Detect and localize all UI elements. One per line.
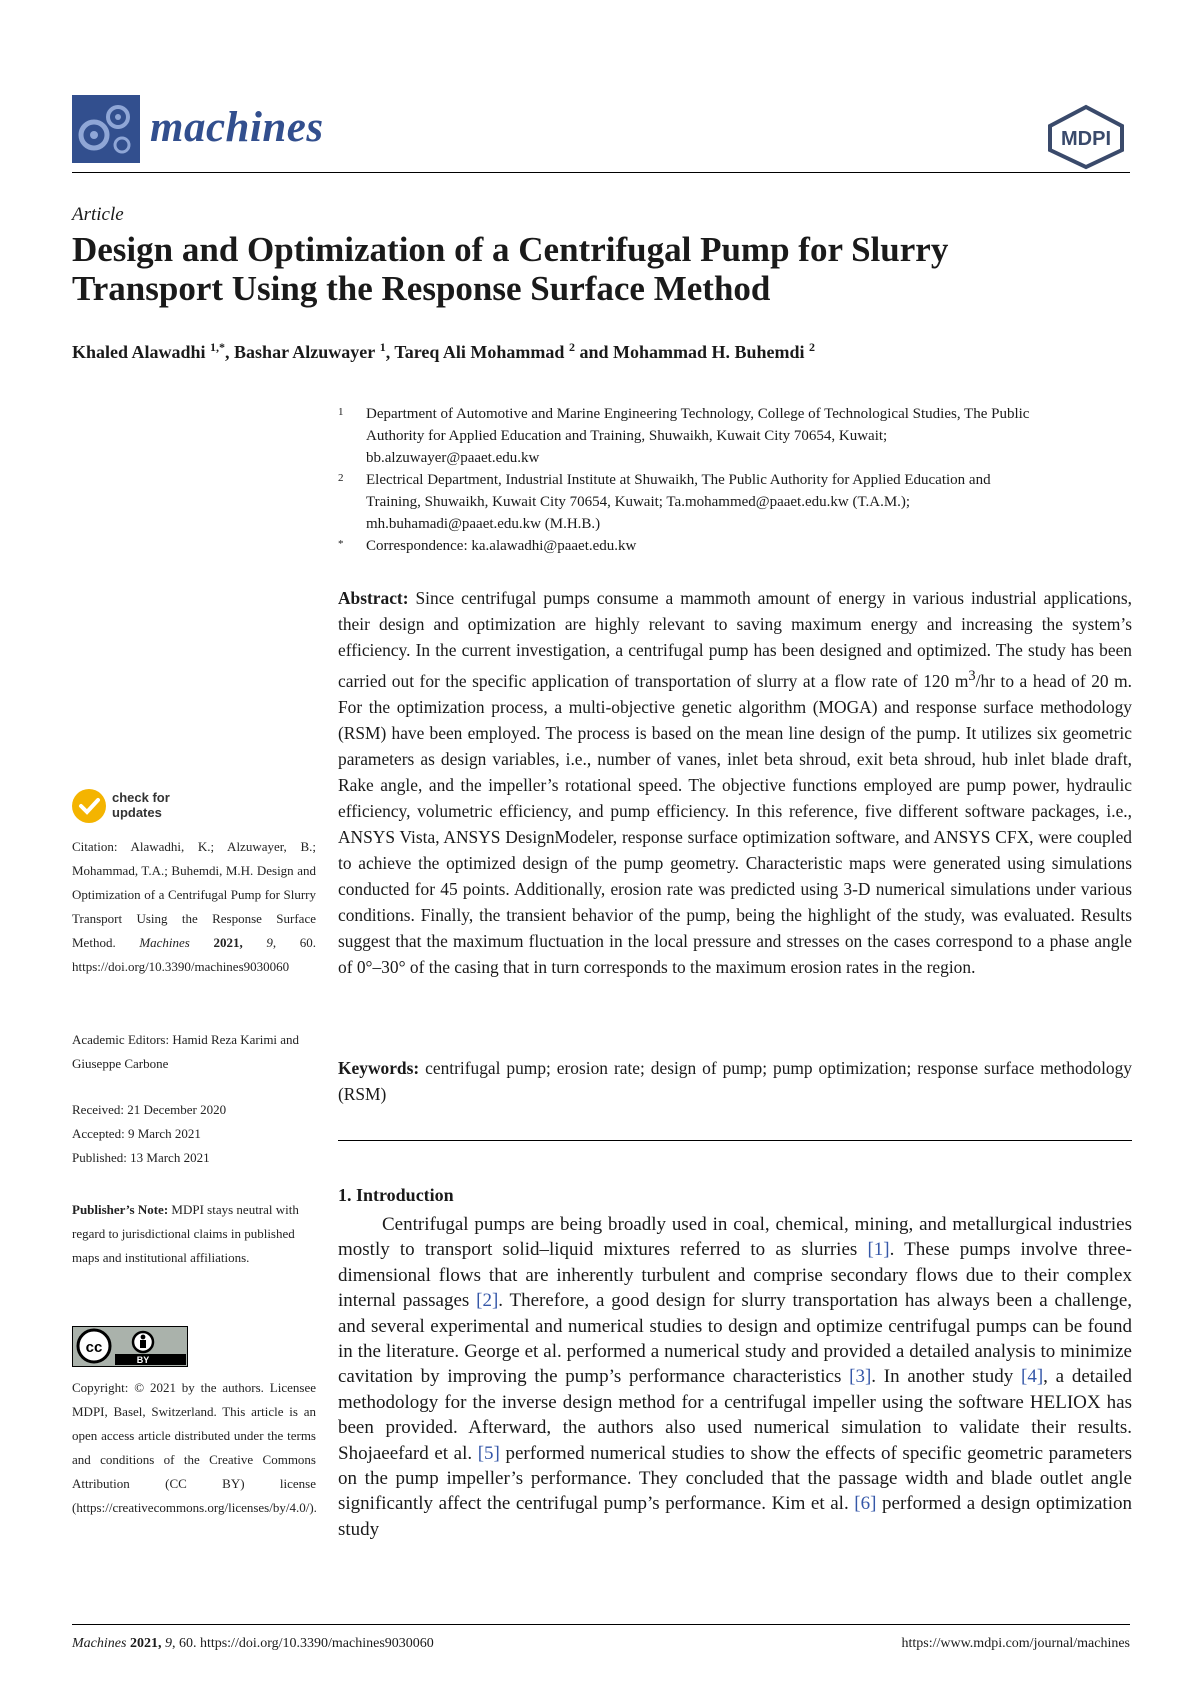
author-affil: 2 bbox=[809, 340, 815, 354]
reference-link[interactable]: [1] bbox=[867, 1239, 890, 1261]
cc-by-label: BY bbox=[136, 1355, 150, 1365]
author-list: Khaled Alawadhi $^{1,*}$, Bashar Alzuwayer $^1$, Tareq Ali Mohammad $^2$ and Mohammad H. Buhemdi $^2$ bbox=[72, 340, 815, 362]
author-affil: 1,* bbox=[210, 340, 226, 354]
journal-name: machines bbox=[150, 104, 324, 151]
copyright-text: Copyright: © 2021 by the authors. Licensee MDPI, Basel, Switzerland. This article is an open access article distributed under the terms and conditions of the Creative Commons Attribution (CC BY) license (https://creativecommons.org/licenses/by/4.0/). bbox=[72, 1380, 317, 1515]
intro-paragraph bbox=[338, 1212, 1132, 1542]
footer-citation bbox=[72, 1636, 434, 1652]
affiliation-line: Electrical Department, Industrial Institute at Shuwaikh, The Public Authority for Applied Education and bbox=[366, 472, 991, 488]
abstract-text: Since centrifugal pumps consume a mammoth amount of energy in various industrial applications, their design and optimization are highly relevant to saving maximum energy and increasing the system’s efficiency. In the current investigation, a centrifugal pump has been designed and optimized. The study has been carried out for the specific application of transportation of slurry at a flow rate of 120 m bbox=[338, 588, 1132, 691]
footer-journal: Machines bbox=[72, 1636, 127, 1651]
author-name: Bashar Alzuwayer bbox=[234, 342, 376, 362]
footer-volume: 9 bbox=[164, 1636, 172, 1651]
citation-year: 2021, bbox=[189, 935, 267, 950]
correspondence bbox=[338, 535, 1138, 557]
abstract-label: Abstract: bbox=[338, 588, 409, 608]
author-affil: 2 bbox=[568, 340, 575, 354]
check-updates-icon bbox=[72, 789, 106, 823]
section-rule bbox=[338, 1140, 1132, 1141]
section-heading: 1. Introduction bbox=[338, 1185, 454, 1205]
affiliations bbox=[338, 403, 1138, 557]
reference-link[interactable]: [4] bbox=[1021, 1366, 1044, 1388]
intro-text: . These pumps involve three-dimensional flows that are inherently turbulent and comprise secondary flows due to their complex internal passages bbox=[338, 1239, 1132, 1312]
affiliation-mark: * bbox=[338, 538, 344, 550]
affiliation-2 bbox=[338, 469, 1138, 535]
publisher-note bbox=[72, 1198, 316, 1270]
intro-text: performed a design optimization study bbox=[338, 1493, 1132, 1540]
intro-text: . Therefore, a good design for slurry transportation has always been a challenge, and several experimental and numerical studies to design and optimize centrifugal pumps can be found in the literature. George et al. performed a numerical study and provided a detailed analysis to minimize cavitation by improving the pump’s performance characteristics bbox=[338, 1290, 1133, 1388]
reference-link[interactable]: [2] bbox=[476, 1290, 499, 1312]
affiliation-mark: 1 bbox=[338, 406, 344, 418]
academic-editors: Academic Editors: Hamid Reza Karimi and Giuseppe Carbone bbox=[72, 1032, 300, 1071]
footer-year: 2021, bbox=[126, 1636, 165, 1651]
intro-text: , a detailed methodology for the inverse design method for a centrifugal impeller using the software HELIOX has been provided. Afterward, the authors also used numerical simulation to validate their results. Shojaeefard et al. bbox=[338, 1366, 1132, 1464]
abstract-text-cont: /hr to a head of 20 m. For the optimization process, a multi-objective genetic algorithm (MOGA) and response surface methodology (RSM) have been employed. The process is based on the mean line design of the pump. It utilizes six geometric parameters as design variables, i.e., number of vanes, inlet beta shroud, exit beta shroud, hub inlet blade draft, Rake angle, and the impeller’s rotational speed. The objective functions employed are pump power, hydraulic efficiency, volumetric efficiency, and pump efficiency. In this reference, five different software packages, i.e., ANSYS Vista, ANSYS DesignModeler, response surface optimization software, and ANSYS CFX, were coupled to achieve the optimized design of the pump geometry. Characteristic maps were generated using simulations conducted for 45 points. Additionally, erosion rate was predicted using 3-D numerical simulations under various conditions. Finally, the transient behavior of the pump, being the highlight of the study, was evaluated. Results suggest that the maximum fluctuation in the local pressure and stresses on the cases correspond to a phase angle of 0°–30° of the casing that in turn corresponds to the maximum erosion rates in the region. bbox=[338, 670, 1133, 977]
paper-title bbox=[72, 230, 1132, 308]
intro-text: . In another study bbox=[871, 1366, 1022, 1388]
introduction-text bbox=[338, 1212, 1132, 1542]
header-rule bbox=[72, 172, 1130, 173]
footer-doi[interactable]: , 60. https://doi.org/10.3390/machines9030060 bbox=[171, 1636, 434, 1651]
journal-logo-icon bbox=[72, 95, 140, 163]
author-name: Khaled Alawadhi bbox=[72, 342, 206, 362]
footer-journal-url[interactable]: https://www.mdpi.com/journal/machines bbox=[901, 1636, 1130, 1651]
citation-doi[interactable]: , 60. https://doi.org/10.3390/machines9030060 bbox=[72, 935, 316, 974]
correspondence-email[interactable]: Correspondence: ka.alawadhi@paaet.edu.kw bbox=[366, 538, 637, 554]
mdpi-logo-text: MDPI bbox=[1061, 128, 1111, 150]
affiliation-line: Training, Shuwaikh, Kuwait City 70654, Kuwait; Ta.mohammed@paaet.edu.kw (T.A.M.); bbox=[366, 494, 911, 510]
intro-text: Centrifugal pumps are being broadly used in coal, chemical, mining, and metallurgical industries mostly to transport solid–liquid mixtures referred to as slurries bbox=[338, 1214, 1132, 1261]
citation-label: Citation: bbox=[72, 839, 118, 854]
affiliation-line: Authority for Applied Education and Training, Shuwaikh, Kuwait City 70654, Kuwait; bbox=[366, 428, 888, 444]
author-name: Mohammad H. Buhemdi bbox=[612, 342, 805, 362]
reference-link[interactable]: [5] bbox=[477, 1442, 500, 1464]
check-updates-line1: check for bbox=[112, 790, 170, 805]
mdpi-logo-icon bbox=[1046, 104, 1126, 170]
author-name: Tareq Ali Mohammad bbox=[394, 342, 565, 362]
publisher-note-text: MDPI stays neutral with regard to jurisdictional claims in published maps and institutional affiliations. bbox=[72, 1202, 299, 1265]
accepted-date: Accepted: 9 March 2021 bbox=[72, 1126, 201, 1141]
dates-block bbox=[72, 1098, 316, 1170]
reference-link[interactable]: [3] bbox=[849, 1366, 872, 1388]
received-date: Received: 21 December 2020 bbox=[72, 1102, 227, 1117]
title-line-2: Transport Using the Response Surface Method bbox=[72, 269, 771, 308]
check-for-updates-button[interactable] bbox=[72, 787, 272, 827]
affiliation-mark: 2 bbox=[338, 472, 344, 484]
citation-volume: 9 bbox=[266, 935, 273, 950]
affiliation-1 bbox=[338, 403, 1138, 469]
article-type: Article bbox=[72, 204, 124, 225]
keywords bbox=[338, 1055, 1132, 1107]
svg-text:cc: cc bbox=[85, 1339, 103, 1356]
abstract-sup: 3 bbox=[968, 668, 976, 684]
keywords-text: centrifugal pump; erosion rate; design of pump; pump optimization; response surface methodology (RSM) bbox=[338, 1058, 1132, 1104]
author-affil: 1 bbox=[379, 340, 386, 354]
published-date: Published: 13 March 2021 bbox=[72, 1150, 210, 1165]
abstract bbox=[338, 585, 1132, 980]
reference-link[interactable]: [6] bbox=[854, 1493, 877, 1515]
footer-rule bbox=[72, 1624, 1130, 1625]
citation-block bbox=[72, 835, 316, 979]
publisher-note-label: Publisher’s Note: bbox=[72, 1202, 169, 1217]
affiliation-email[interactable]: mh.buhamadi@paaet.edu.kw (M.H.B.) bbox=[366, 516, 601, 532]
keywords-label: Keywords: bbox=[338, 1058, 420, 1078]
cc-by-icon[interactable] bbox=[72, 1326, 188, 1367]
citation-text: Alawadhi, K.; Alzuwayer, B.; Mohammad, T.A.; Buhemdi, M.H. Design and Optimization of a Centrifugal Pump for Slurry Transport Using the Response Surface Method. bbox=[72, 839, 316, 950]
intro-text: performed numerical studies to show the effects of specific geometric parameters on the pump impeller’s performance. They concluded that the passage width and blade outlet angle significantly affect the centrifugal pump’s performance. Kim et al. bbox=[338, 1442, 1133, 1515]
citation-journal: Machines bbox=[139, 935, 190, 950]
title-line-1: Design and Optimization of a Centrifugal Pump for Slurry bbox=[72, 230, 949, 269]
affiliation-email[interactable]: bb.alzuwayer@paaet.edu.kw bbox=[366, 450, 540, 466]
check-updates-line2: updates bbox=[112, 805, 162, 820]
affiliation-line: Department of Automotive and Marine Engineering Technology, College of Technological Studies, The Public bbox=[366, 406, 1030, 422]
